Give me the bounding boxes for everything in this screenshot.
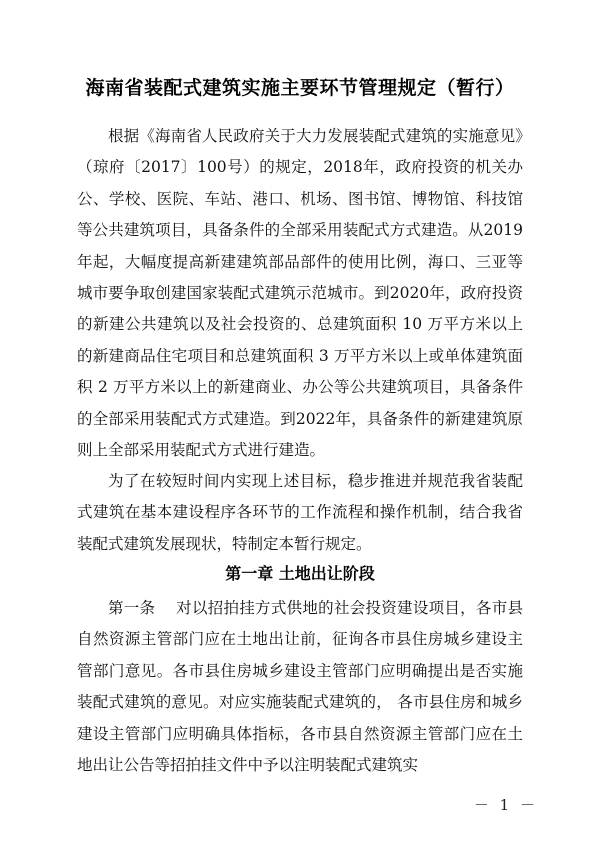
purpose-paragraph — [77, 466, 523, 560]
article-text: 对以招拍挂方式供地的社会投资建设项目，各市县自然资源主管部门应在土地出让前，征询各市县住房城乡建设主管部门意见。各市县住房城乡建设主管部门应明确提出是否实施装配式建筑的意见。对应实施装配式建筑的， 各市县住房和城乡建设主管部门应明确具体指标，各市县自然资源主管部门应在土地出让公告等招拍挂文件中予以注明装配式建筑实 — [77, 599, 523, 775]
document-title: 海南省装配式建筑实施主要环节管理规定（暂行） — [85, 77, 515, 99]
article-paragraph — [77, 593, 523, 781]
paragraph-text: 根据《海南省人民政府关于大力发展装配式建筑的实施意见》（琼府〔2017〕100号）的规定，2018年，政府投资的机关办公、学校、医院、车站、港口、机场、图书馆、博物馆、科技馆等公共建筑项目，具备条件的全部采用装配式方式建造。从2019年起，大幅度提高新建建筑部品部件的使用比例，海口、三亚等城市要争取创建国家装配式建筑示范城市。到2020年，政府投资的新建公共建筑以及社会投资的、总建筑面积 10 万平方米以上的新建商品住宅项目和总建筑面积 3 万平方米以上或单体建筑面积 2 万平方米以上的新建商业、办公等公共建筑项目，具备条件的全部采用装配式方式建造。到2022年，具备条件的新建建筑原则上全部采用装配式方式进行建造。 — [77, 127, 523, 460]
chapter-heading: 第一章 土地出让阶段 — [225, 564, 375, 583]
page-number: － 1 － — [473, 796, 538, 814]
article-label: 第一条 — [108, 599, 156, 617]
intro-paragraph — [77, 121, 523, 466]
article-body — [77, 593, 523, 781]
paragraph-text: 为了在较短时间内实现上述目标，稳步推进并规范我省装配式建筑在基本建设程序各环节的工作流程和操作机制，结合我省装配式建筑发展现状，特制定本暂行规定。 — [77, 472, 523, 553]
